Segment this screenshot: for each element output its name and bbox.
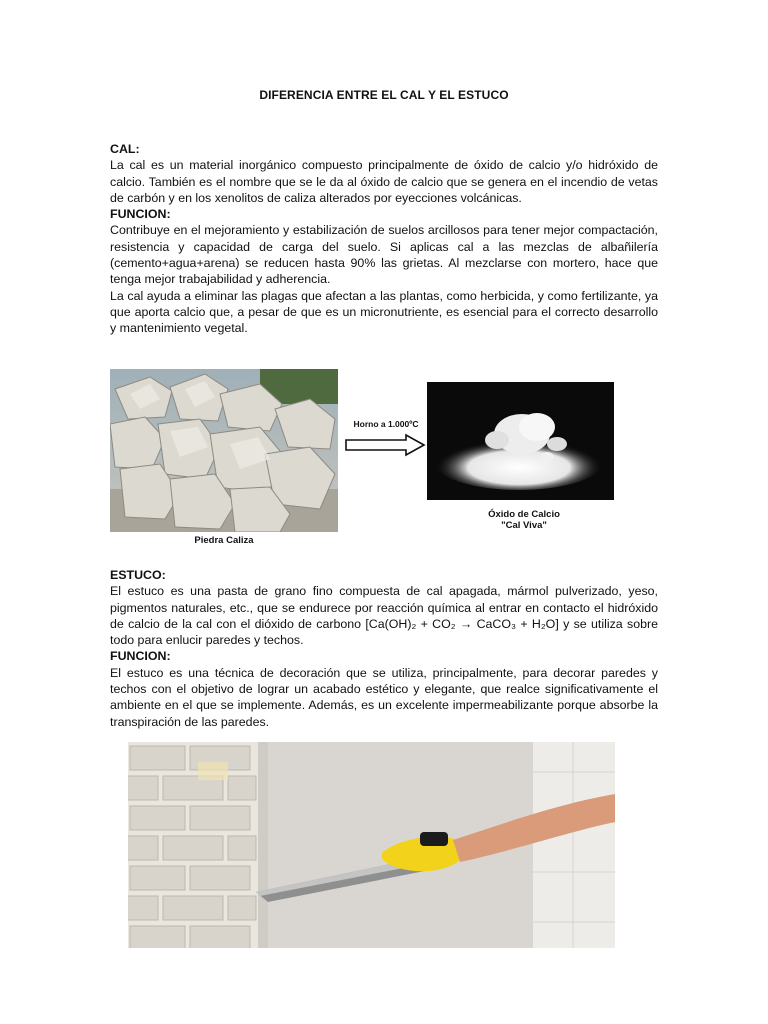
cal-function-heading: FUNCION: — [110, 207, 171, 222]
cal-paragraph: La cal es un material inorgánico compuesto principalmente de óxido de calcio y/o hidróxido de calcio. También es el nombre que se le da al óxido de calcio que se genera en el incendio de vetas de carbón y en los xenolitos de caliza alterados por eyecciones volcánicas. — [110, 158, 658, 205]
estuco-function-heading: FUNCION: — [110, 649, 171, 664]
limestone-photo — [110, 369, 338, 532]
quicklime-caption-line-2: "Cal Viva" — [501, 520, 547, 531]
page-title: DIFERENCIA ENTRE EL CAL Y EL ESTUCO — [259, 88, 509, 102]
limestone-caption: Piedra Caliza — [194, 535, 254, 546]
quicklime-photo — [427, 382, 614, 500]
quicklime-caption-line-1: Óxido de Calcio — [488, 509, 560, 520]
quicklime-caption — [460, 509, 588, 531]
plastering-photo — [128, 742, 615, 948]
estuco-function-paragraph: El estuco es una técnica de decoración que se utiliza, principalmente, para decorar paredes y techos con el objetivo de lograr un acabado estético y elegante, que realce significativamente el ambiente en el que se implemente. Además, es un excelente impermeabilizante porque absorbe la transpiración de las paredes. — [110, 665, 658, 729]
estuco-heading: ESTUCO: — [110, 568, 166, 582]
estuco-paragraph: El estuco es una pasta de grano fino compuesta de cal apagada, mármol pulverizado, yeso, pigmentos naturales, etc., que se endurece por reacción química al entrar en contacto el hidróxido de calcio de la cal con el dióxido de carbono [Ca(OH)₂ + CO₂ → CaCO₃ + H₂O] y se utiliza sobre todo para enlucir paredes y techos. — [110, 584, 658, 648]
arrow-icon — [344, 433, 426, 457]
cal-function-paragraph-1: Contribuye en el mejoramiento y estabilización de suelos arcillosos para tener mejor compactación, resistencia y capacidad de carga del suelo. Si aplicas cal a las mezclas de albañilería (cemento+agua+arena) se reducen hasta 90% las grietas. Al mezclarse con mortero, hace que tenga mejor trabajabilidad y adherencia. — [110, 223, 658, 287]
cal-function-paragraph-2: La cal ayuda a eliminar las plagas que afectan a las plantas, como herbicida, y como fertilizante, ya que aporta calcio que, a pesar de que es un micronutriente, es esencial para el correcto desarrollo y mantenimiento vegetal. — [110, 288, 658, 336]
estuco-section — [110, 567, 658, 730]
cal-heading: CAL: — [110, 142, 140, 156]
oven-label: Horno a 1.000ºC — [353, 419, 419, 429]
cal-section — [110, 141, 658, 337]
